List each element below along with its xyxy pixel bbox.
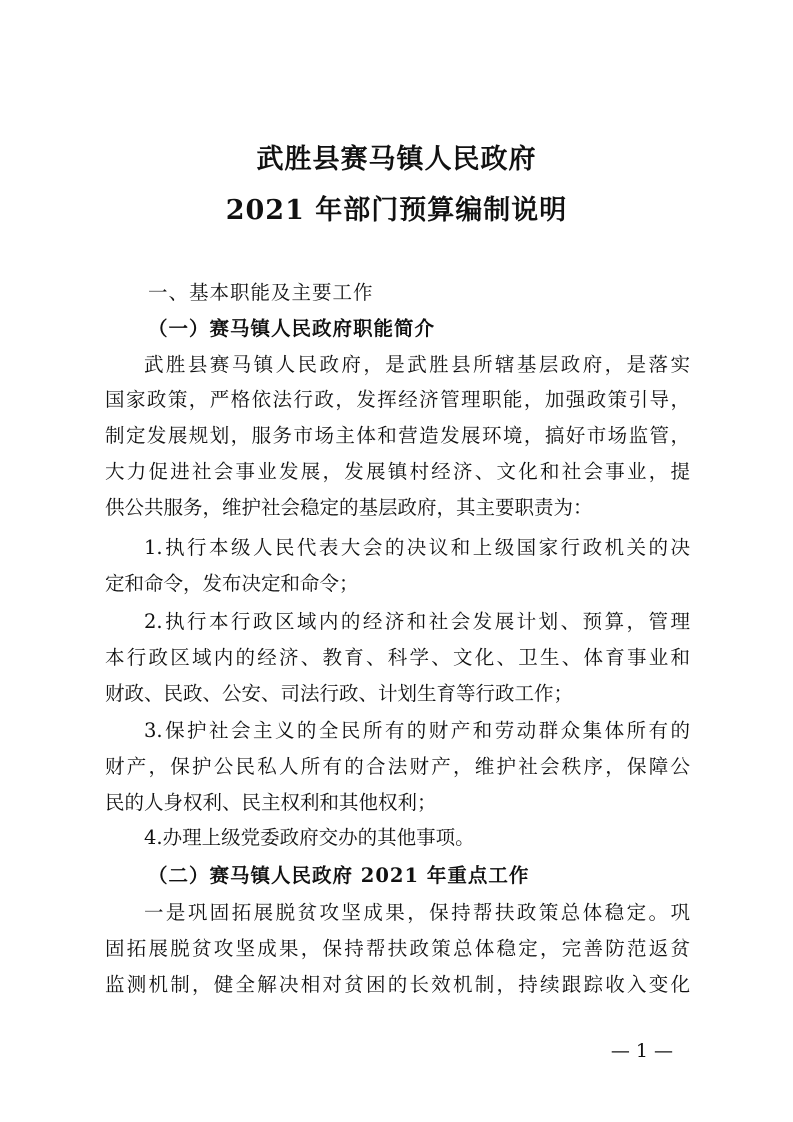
paragraph-line: 供公共服务，维护社会稳定的基层政府，其主要职责为：	[105, 496, 593, 519]
duty-item-3-continued: 财产，保护公民私人所有的合法财产，维护社会秩序，保障公	[105, 755, 690, 778]
paragraph-line: 国家政策，严格依法行政，发挥经济管理职能，加强政策引导，	[105, 388, 690, 411]
document-title-line2: 2021 年部门预算编制说明	[225, 195, 568, 226]
subsection-heading-function-intro: （一）赛马镇人民政府职能简介	[148, 317, 436, 340]
paragraph-line: 武胜县赛马镇人民政府，是武胜县所辖基层政府，是落实	[144, 353, 690, 376]
paragraph-line: 制定发展规划，服务市场主体和营造发展环境，搞好市场监管，	[105, 424, 690, 447]
page-number: — 1 —	[610, 1040, 673, 1062]
duty-item-3: 3.保护社会主义的全民所有的财产和劳动群众集体所有的	[144, 719, 690, 742]
duty-item-1-continued: 定和命令，发布决定和命令；	[105, 572, 359, 595]
paragraph-line: 监测机制，健全解决相对贫困的长效机制，持续跟踪收入变化	[105, 973, 690, 996]
subsection-heading-key-work-2021: （二）赛马镇人民政府 2021 年重点工作	[148, 864, 530, 887]
duty-item-1: 1.执行本级人民代表大会的决议和上级国家行政机关的决	[144, 536, 690, 559]
duty-item-3-continued: 民的人身权利、民主权利和其他权利；	[105, 791, 437, 814]
duty-item-2-continued: 本行政区域内的经济、教育、科学、文化、卫生、体育事业和	[105, 646, 690, 669]
duty-item-2: 2.执行本行政区域内的经济和社会发展计划、预算，管理	[144, 610, 690, 633]
document-title-line1: 武胜县赛马镇人民政府	[256, 144, 537, 175]
paragraph-line: 一是巩固拓展脱贫攻坚成果，保持帮扶政策总体稳定。巩	[144, 901, 690, 924]
duty-item-4: 4.办理上级党委政府交办的其他事项。	[144, 826, 475, 849]
paragraph-line: 固拓展脱贫攻坚成果，保持帮扶政策总体稳定，完善防范返贫	[105, 937, 690, 960]
paragraph-line: 大力促进社会事业发展，发展镇村经济、文化和社会事业，提	[105, 460, 690, 483]
section-heading-basic-functions: 一、基本职能及主要工作	[148, 281, 374, 304]
duty-item-2-continued: 财政、民政、公安、司法行政、计划生育等行政工作；	[105, 682, 574, 705]
